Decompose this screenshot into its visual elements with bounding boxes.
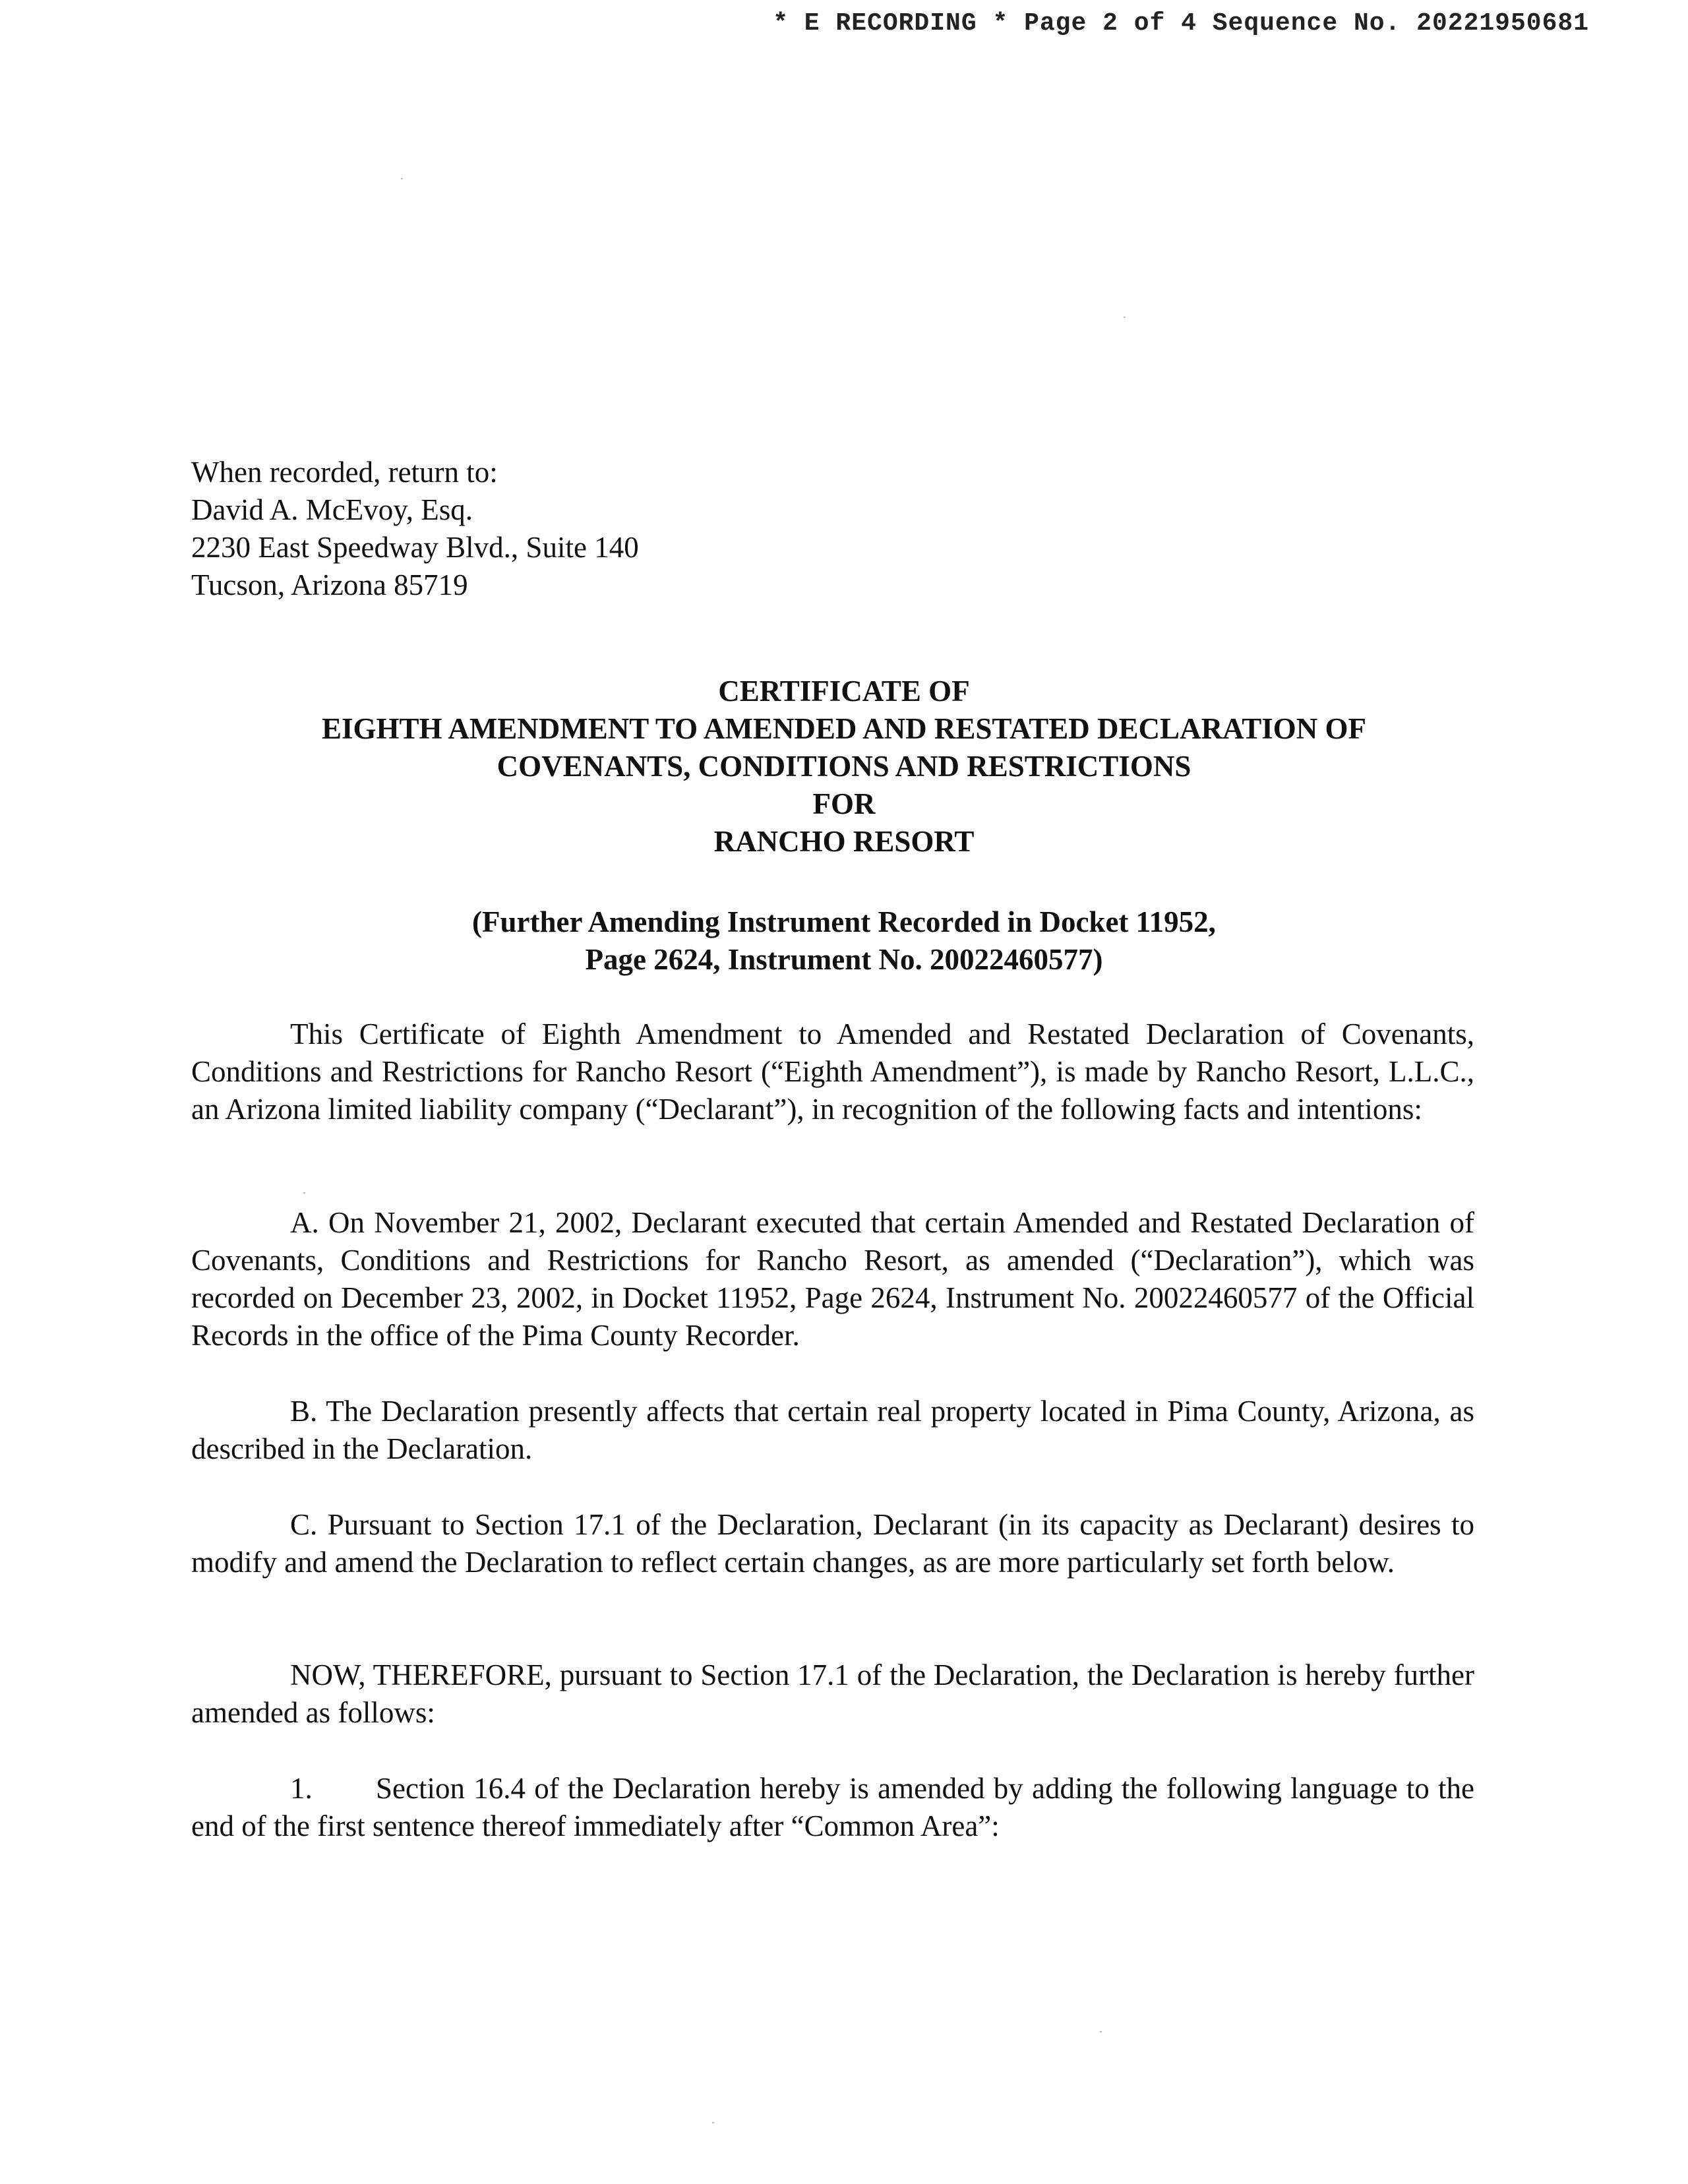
title-line1: CERTIFICATE OF bbox=[718, 675, 970, 708]
item-number: 1. bbox=[290, 1772, 313, 1805]
return-name: David A. McEvoy, Esq. bbox=[191, 493, 473, 526]
title-line2: EIGHTH AMENDMENT TO AMENDED AND RESTATED DECLARATION OF bbox=[322, 712, 1366, 745]
scan-speck bbox=[1100, 2031, 1102, 2032]
scan-speck bbox=[1124, 317, 1126, 318]
scan-speck bbox=[712, 2122, 714, 2123]
return-address-block bbox=[191, 454, 639, 604]
subtitle-line2: Page 2624, Instrument No. 20022460577) bbox=[585, 943, 1103, 976]
document-subtitle bbox=[0, 903, 1688, 979]
title-line3: COVENANTS, CONDITIONS AND RESTRICTIONS bbox=[497, 750, 1191, 783]
scan-speck bbox=[401, 178, 403, 179]
document-title bbox=[0, 673, 1688, 861]
item-text: Section 16.4 of the Declaration hereby is amended by adding the following language to the end of the first sentence thereof immediately after “Common Area”: bbox=[191, 1772, 1474, 1842]
return-label: When recorded, return to: bbox=[191, 456, 498, 489]
recital-b-paragraph: B. The Declaration presently affects that certain real property located in Pima County, Arizona, as described in the Declaration. bbox=[191, 1395, 1474, 1465]
subtitle-line1: (Further Amending Instrument Recorded in Docket 11952, bbox=[472, 905, 1216, 938]
return-address-line1: 2230 East Speedway Blvd., Suite 140 bbox=[191, 531, 639, 564]
recital-c-paragraph: C. Pursuant to Section 17.1 of the Declaration, Declarant (in its capacity as Declarant) desires to modify and amend the Declaration to reflect certain changes, as are more particularly set forth below. bbox=[191, 1508, 1474, 1579]
scan-speck bbox=[303, 1192, 305, 1194]
now-therefore-paragraph: NOW, THEREFORE, pursuant to Section 17.1 of the Declaration, the Declaration is hereby further amended as follows: bbox=[191, 1658, 1474, 1729]
title-line4: FOR bbox=[812, 787, 876, 820]
title-line5: RANCHO RESORT bbox=[713, 825, 975, 858]
amendment-item-1 bbox=[191, 1770, 1474, 1845]
intro-paragraph: This Certificate of Eighth Amendment to Amended and Restated Declaration of Covenants, Conditions and Restrictions for Rancho Resort (“Eighth Amendment”), is made by Rancho Resort, L.L.C., an Arizona limited liability company (“Declarant”), in recognition of the following facts and intentions: bbox=[191, 1017, 1474, 1126]
return-address-line2: Tucson, Arizona 85719 bbox=[191, 568, 468, 601]
recording-stamp: * E RECORDING * Page 2 of 4 Sequence No. 20221950681 bbox=[773, 9, 1589, 38]
recital-a-paragraph: A. On November 21, 2002, Declarant executed that certain Amended and Restated Declaration of Covenants, Conditions and Restrictions for Rancho Resort, as amended (“Declaration”), which was recorded on December 23, 2002, in Docket 11952, Page 2624, Instrument No. 20022460577 of the Official Records in the office of the Pima County Recorder. bbox=[191, 1206, 1474, 1352]
